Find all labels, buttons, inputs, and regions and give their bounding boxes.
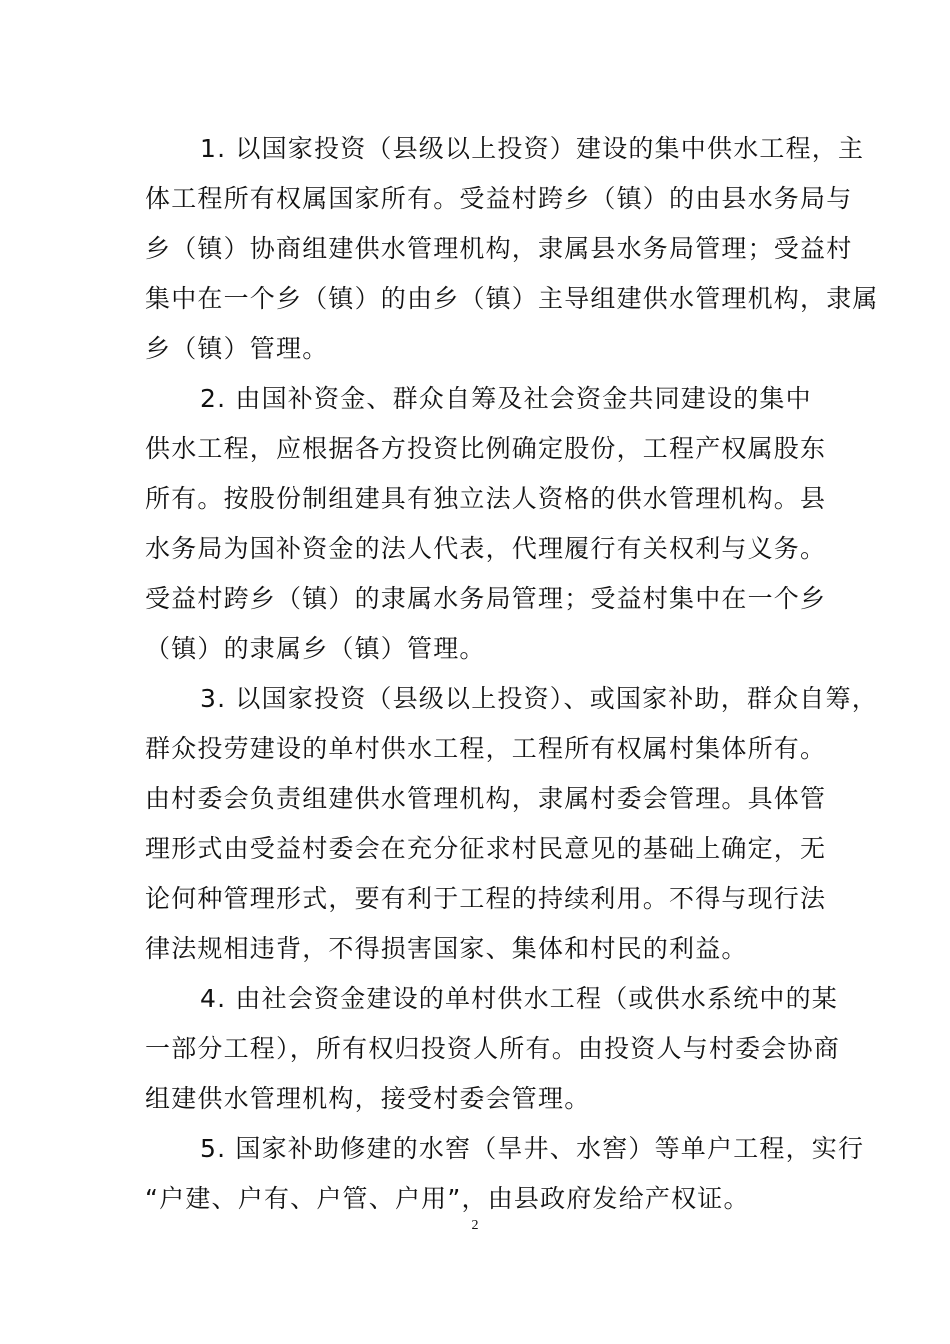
paragraph-2: [145, 374, 827, 674]
text-line: 1. 以国家投资（县级以上投资）建设的集中供水工程，主: [200, 134, 865, 163]
text-line: 论何种管理形式，要有利于工程的持续利用。不得与现行法: [145, 884, 827, 913]
text-line: 乡（镇）协商组建供水管理机构，隶属县水务局管理；受益村: [145, 234, 853, 263]
text-line: 4. 由社会资金建设的单村供水工程（或供水系统中的某: [200, 984, 839, 1013]
text-line: （镇）的隶属乡（镇）管理。: [145, 634, 486, 663]
text-line: 一部分工程），所有权归投资人所有。由投资人与村委会协商: [145, 1034, 840, 1063]
text-line: 集中在一个乡（镇）的由乡（镇）主导组建供水管理机构，隶属: [145, 284, 879, 313]
text-line: 2. 由国补资金、群众自筹及社会资金共同建设的集中: [200, 384, 812, 413]
text-line: 水务局为国补资金的法人代表，代理履行有关权利与义务。: [145, 534, 827, 563]
text-line: 3. 以国家投资（县级以上投资）、或国家补助，群众自筹，: [200, 684, 878, 713]
text-line: 组建供水管理机构，接受村委会管理。: [145, 1084, 591, 1113]
text-line: 由村委会负责组建供水管理机构，隶属村委会管理。具体管: [145, 784, 827, 813]
text-line: “户建、户有、户管、户用”，由县政府发给产权证。: [145, 1184, 750, 1213]
paragraph-3: [145, 674, 878, 974]
text-line: 律法规相违背，不得损害国家、集体和村民的利益。: [145, 934, 748, 963]
paragraph-1: [145, 124, 879, 374]
text-line: 所有。按股份制组建具有独立法人资格的供水管理机构。县: [145, 484, 827, 513]
text-line: 乡（镇）管理。: [145, 334, 329, 363]
text-line: 体工程所有权属国家所有。受益村跨乡（镇）的由县水务局与: [145, 184, 853, 213]
text-line: 5. 国家补助修建的水窖（旱井、水窖）等单户工程，实行: [200, 1134, 865, 1163]
text-line: 群众投劳建设的单村供水工程，工程所有权属村集体所有。: [145, 734, 827, 763]
paragraph-4: [145, 974, 840, 1124]
document-body: [145, 124, 879, 1224]
text-line: 理形式由受益村委会在充分征求村民意见的基础上确定，无: [145, 834, 827, 863]
text-line: 供水工程，应根据各方投资比例确定股份，工程产权属股东: [145, 434, 827, 463]
page-number: 2: [471, 1218, 479, 1233]
paragraph-5: [145, 1124, 865, 1224]
text-line: 受益村跨乡（镇）的隶属水务局管理；受益村集中在一个乡: [145, 584, 827, 613]
